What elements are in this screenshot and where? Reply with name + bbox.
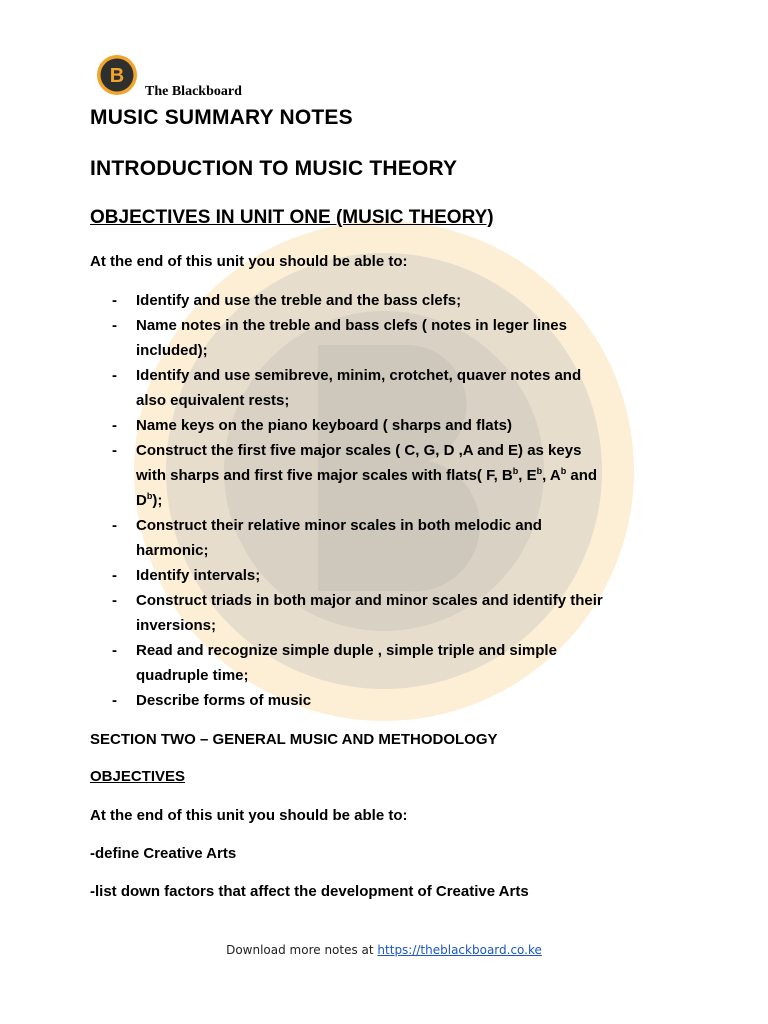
- list-item: [90, 638, 690, 688]
- list-item: [90, 438, 690, 513]
- list-item-text: Read and recognize simple duple , simple triple and simple: [136, 642, 557, 659]
- list-item: [90, 563, 690, 588]
- bullet-dash: -: [112, 592, 117, 609]
- bullet-dash: -: [112, 567, 117, 584]
- section-two-title: SECTION TWO – GENERAL MUSIC AND METHODOLOGY: [90, 731, 498, 748]
- bullet-dash: -: [112, 442, 117, 459]
- list-item-text: Name notes in the treble and bass clefs ( notes in leger lines: [136, 317, 567, 334]
- main-title: MUSIC SUMMARY NOTES: [90, 106, 353, 129]
- list-item: [90, 363, 690, 413]
- intro-title: INTRODUCTION TO MUSIC THEORY: [90, 157, 458, 180]
- list-item-text: quadruple time;: [136, 667, 249, 684]
- list-item-text: Identify intervals;: [136, 567, 261, 584]
- unit-one-objectives-list: [90, 288, 690, 713]
- list-item-text: Identify and use semibreve, minim, crotchet, quaver notes and: [136, 367, 582, 384]
- bullet-dash: -: [112, 642, 117, 659]
- bullet-dash: -: [112, 367, 117, 384]
- section-two-objectives-heading: OBJECTIVES: [90, 768, 186, 785]
- list-item-text: Identify and use the treble and the bass clefs;: [136, 292, 462, 309]
- section-two-intro: At the end of this unit you should be able to:: [90, 807, 408, 824]
- list-item-text: included);: [136, 342, 208, 359]
- bullet-dash: -: [112, 692, 117, 709]
- list-item: [90, 413, 690, 438]
- footer-link[interactable]: https://theblackboard.co.ke: [377, 943, 542, 957]
- list-item-text: $D^b$);: [136, 491, 163, 509]
- list-item: [90, 588, 690, 638]
- section-two-line: -list down factors that affect the development of Creative Arts: [90, 883, 529, 900]
- logo-letter: B: [109, 65, 125, 87]
- blackboard-logo-icon: [96, 54, 138, 96]
- list-item-text: with sharps and first five major scales with flats( F, $B^b$, $E^b$, $A^b$ and: [136, 466, 598, 484]
- list-item: [90, 288, 690, 313]
- list-item: [90, 513, 690, 563]
- list-item-text: Name keys on the piano keyboard ( sharps and flats): [136, 417, 512, 434]
- bullet-dash: -: [112, 417, 117, 434]
- list-item: [90, 313, 690, 363]
- bullet-dash: -: [112, 317, 117, 334]
- brand-name: The Blackboard: [145, 84, 242, 99]
- list-item-text: Construct triads in both major and minor scales and identify their: [136, 592, 603, 609]
- section-two-line: -define Creative Arts: [90, 845, 237, 862]
- list-item-text: also equivalent rests;: [136, 392, 290, 409]
- footer-text: Download more notes at: [226, 943, 378, 957]
- list-item-text: Construct the first five major scales ( C, G, D ,A and E) as keys: [136, 442, 582, 459]
- list-item: [90, 688, 690, 713]
- list-item-text: Construct their relative minor scales in both melodic and: [136, 517, 542, 534]
- footer: [0, 943, 768, 957]
- bullet-dash: -: [112, 292, 117, 309]
- unit-one-objectives-heading: OBJECTIVES IN UNIT ONE (MUSIC THEORY): [90, 207, 494, 228]
- list-item-text: inversions;: [136, 617, 217, 634]
- unit-one-intro: At the end of this unit you should be able to:: [90, 253, 408, 270]
- list-item-text: harmonic;: [136, 542, 209, 559]
- list-item-text: Describe forms of music: [136, 692, 312, 709]
- bullet-dash: -: [112, 517, 117, 534]
